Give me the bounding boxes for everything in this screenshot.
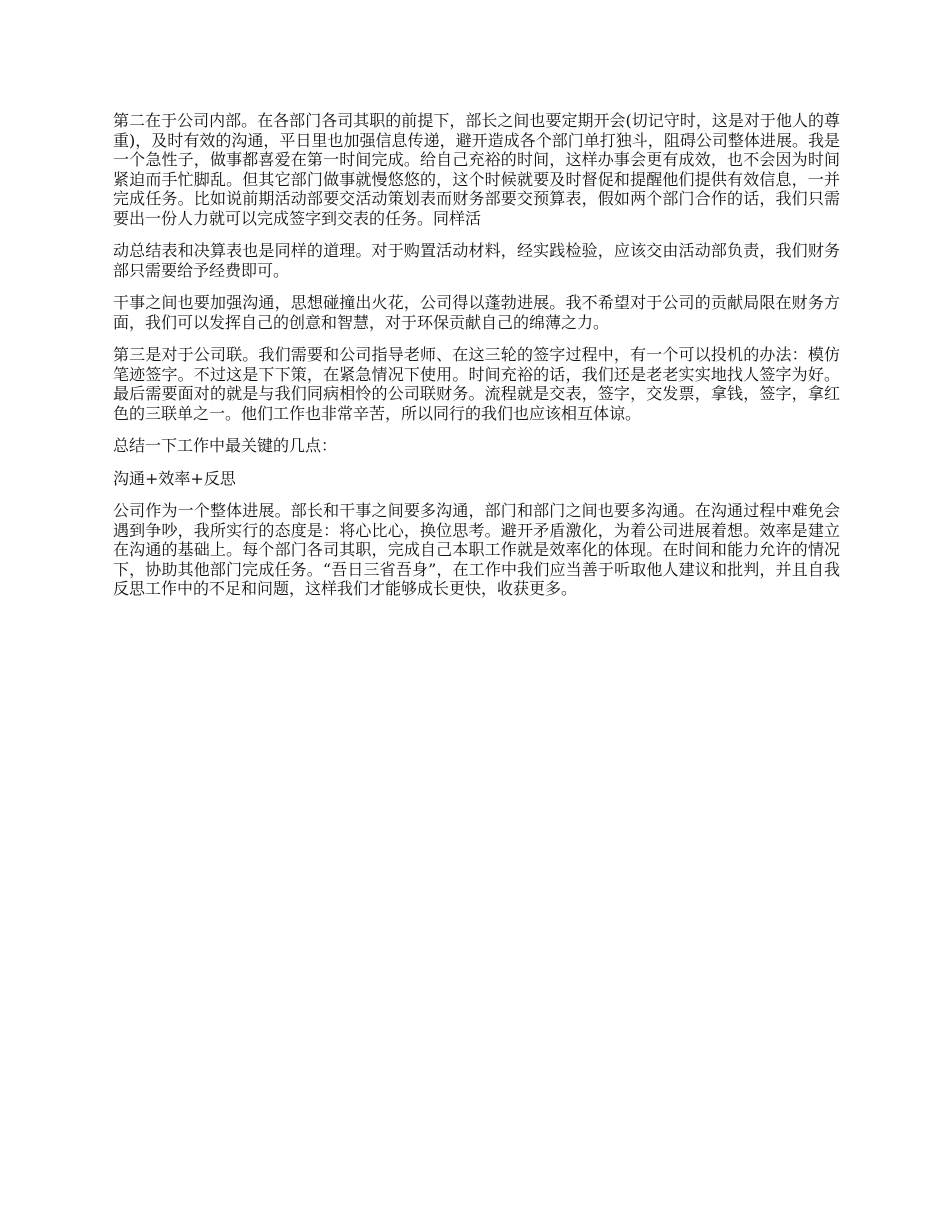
paragraph-key-points-intro: 总结一下工作中最关键的几点： (113, 436, 338, 455)
paragraph-company-union: 第三是对于公司联。我们需要和公司指导老师、在这三轮的签字过程中，有一个可以投机的办法：模仿笔迹签字。不过这是下下策，在紧急情况下使用。时间充裕的话，我们还是老老实实地找人签字为好。最后需要面对的就是与我们同病相怜的公司联财务。流程就是交表，签字，交发票，拿钱，签字，拿红色的三联单之一。他们工作也非常辛苦，所以同行的我们也应该相互体谅。 (113, 345, 840, 423)
paragraph-internal-communication: 第二在于公司内部。在各部门各司其职的前提下，部长之间也要定期开会(切记守时，这是对于他人的尊重)，及时有效的沟通，平日里也加强信息传递，避开造成各个部门单打独斗，阻碍公司整体进展。我是一个急性子，做事都喜爱在第一时间完成。给自己充裕的时间，这样办事会更有成效，也不会因为时间紧迫而手忙脚乱。但其它部门做事就慢悠悠的，这个时候就要及时督促和提醒他们提供有效信息，一并完成任务。比如说前期活动部要交活动策划表而财务部要交预算表，假如两个部门合作的话，我们只需要出一份人力就可以完成签字到交表的任务。同样活 (113, 111, 840, 228)
document-body (113, 111, 840, 612)
paragraph-conclusion: 公司作为一个整体进展。部长和干事之间要多沟通，部门和部门之间也要多沟通。在沟通过程中难免会遇到争吵，我所实行的态度是：将心比心，换位思考。避开矛盾激化，为着公司进展着想。效率是建立在沟通的基础上。每个部门各司其职，完成自己本职工作就是效率化的体现。在时间和能力允许的情况下，协助其他部门完成任务。“吾日三省吾身”，在工作中我们应当善于听取他人建议和批判，并且自我反思工作中的不足和问题，这样我们才能够成长更快，收获更多。 (113, 501, 840, 598)
paragraph-summary-and-settlement: 动总结表和决算表也是同样的道理。对于购置活动材料，经实践检验，应该交由活动部负责，我们财务部只需要给予经费即可。 (113, 241, 840, 280)
paragraph-staff-communication: 干事之间也要加强沟通，思想碰撞出火花，公司得以蓬勃进展。我不希望对于公司的贡献局限在财务方面，我们可以发挥自己的创意和智慧，对于环保贡献自己的绵薄之力。 (113, 293, 840, 332)
paragraph-key-points: 沟通+效率+反思 (113, 468, 236, 488)
